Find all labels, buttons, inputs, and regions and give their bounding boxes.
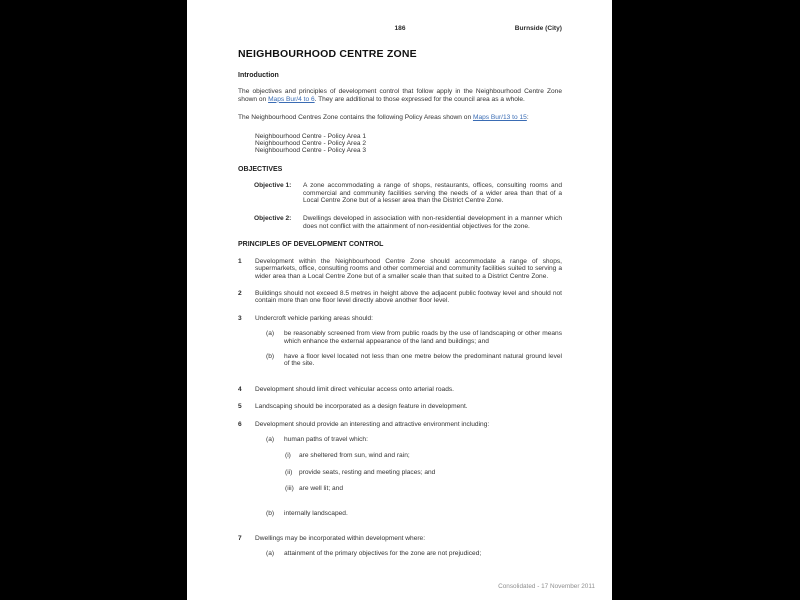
- intro-paragraph-1-text-after: . They are additional to those expressed for the council area as a whole.: [314, 95, 525, 103]
- principle-7a: [266, 550, 562, 557]
- intro-paragraph-1: [238, 88, 562, 103]
- principle-5-text: Landscaping should be incorporated as a design feature in development.: [255, 403, 468, 411]
- page-number: 186: [394, 25, 406, 32]
- principle-4-number: 4: [238, 385, 242, 393]
- principle-7a-text: attainment of the primary objectives for the zone are not prejudiced;: [284, 550, 482, 558]
- principle-6a: [266, 436, 562, 502]
- page-title: NEIGHBOURHOOD CENTRE ZONE: [238, 48, 417, 60]
- principle-6b-label: (b): [266, 509, 275, 517]
- principle-6a-iii-label: (iii): [285, 485, 294, 493]
- principle-1: [238, 258, 562, 280]
- intro-paragraph-2-text: The Neighbourhood Centres Zone contains the following Policy Areas shown on: [238, 114, 473, 122]
- header-region-name: Burnside (City): [514, 25, 562, 32]
- principle-6a-text: human paths of travel which:: [284, 435, 368, 443]
- principle-3: [238, 315, 562, 376]
- principle-3a: [266, 330, 562, 345]
- intro-paragraph-2: [238, 114, 562, 121]
- principles-heading: PRINCIPLES OF DEVELOPMENT CONTROL: [238, 241, 384, 249]
- principle-3a-text: be reasonably screened from view from public roads by the use of landscaping or other means which enhance the external appearance of the land and buildings; and: [284, 330, 562, 345]
- principle-6a-label: (a): [266, 435, 275, 443]
- objective-2-row: [254, 215, 562, 230]
- principle-7: [238, 535, 562, 566]
- document-page: [187, 0, 612, 600]
- maps-bur-4-to-6-link[interactable]: Maps Bur/4 to 6: [268, 95, 315, 103]
- objectives-heading: OBJECTIVES: [238, 165, 283, 173]
- principle-7-text: Dwellings may be incorporated within development where:: [255, 535, 426, 542]
- consolidation-footer: Consolidated - 17 November 2011: [498, 583, 595, 590]
- principle-1-text: Development within the Neighbourhood Centre Zone should accommodate a range of shops, supermarkets, office, consulting rooms and other commercial and community facilities suited to serving a wider area than a Local Centre Zone but of a smaller scale than that suited to a District Centre Zone.: [255, 257, 562, 280]
- principle-2: [238, 290, 562, 305]
- principle-2-number: 2: [238, 289, 242, 297]
- principle-5-number: 5: [238, 403, 242, 411]
- principle-7-number: 7: [238, 535, 242, 542]
- principle-4: [238, 386, 562, 393]
- intro-paragraph-2-text-after: :: [526, 114, 529, 122]
- principle-6-text: Development should provide an interesting and attractive environment including:: [255, 420, 490, 428]
- policy-area-item: Neighbourhood Centre - Policy Area 2: [255, 140, 367, 148]
- principle-6: [238, 421, 562, 525]
- introduction-heading: Introduction: [238, 72, 279, 79]
- principle-3a-label: (a): [266, 330, 275, 338]
- principle-1-number: 1: [238, 257, 242, 265]
- principle-3b-text: have a floor level located not less than one metre below the predominant natural ground level of the site.: [284, 352, 562, 368]
- principle-5: [238, 403, 562, 410]
- objective-1-row: [254, 182, 562, 204]
- principle-6-number: 6: [238, 420, 242, 428]
- principle-6b: [266, 510, 562, 517]
- principle-6a-iii-text: are well lit; and: [299, 485, 343, 493]
- principle-6a-ii: [285, 469, 562, 476]
- principle-6a-ii-text: provide seats, resting and meeting places; and: [299, 468, 436, 476]
- principle-4-text: Development should limit direct vehicular access onto arterial roads.: [255, 385, 455, 393]
- principle-6b-text: internally landscaped.: [284, 509, 348, 517]
- principle-2-text: Buildings should not exceed 8.5 metres in height above the adjacent public footway level and should not contain more than one floor level directly above another floor level.: [255, 289, 562, 305]
- maps-bur-13-to-15-link[interactable]: Maps Bur/13 to 15: [472, 114, 527, 122]
- principle-7a-label: (a): [266, 550, 275, 558]
- page-header: [238, 25, 562, 33]
- principle-3b-label: (b): [266, 352, 275, 360]
- intro-paragraph-1-text: The objectives and principles of development control that follow apply in the Neighbourhood Centre Zone shown on: [238, 88, 562, 103]
- principle-6a-ii-label: (ii): [285, 468, 293, 476]
- principle-3-text: Undercroft vehicle parking areas should:: [255, 314, 374, 322]
- principle-6a-i: [285, 452, 562, 459]
- objective-1-text: A zone accommodating a range of shops, restaurants, offices, consulting rooms and commercial and community facilities serving the needs of a wider area than that of a Local Centre Zone but of a lesser area than the District Centre Zone.: [303, 182, 562, 205]
- objective-2-label: Objective 2:: [254, 215, 292, 223]
- objective-2-text: Dwellings developed in association with non-residential development in a manner which does not conflict with the attainment of non-residential objectives for the zone.: [303, 215, 562, 230]
- principle-6a-i-label: (i): [285, 452, 291, 460]
- objective-1-label: Objective 1:: [254, 182, 292, 190]
- policy-area-item: Neighbourhood Centre - Policy Area 1: [255, 132, 367, 140]
- principle-6a-i-text: are sheltered from sun, wind and rain;: [299, 452, 410, 460]
- policy-area-list: [255, 133, 562, 155]
- principle-3-number: 3: [238, 314, 242, 322]
- principle-6a-iii: [285, 485, 562, 492]
- policy-area-item: Neighbourhood Centre - Policy Area 3: [255, 147, 367, 155]
- page-content: [238, 25, 562, 576]
- principle-3b: [266, 353, 562, 368]
